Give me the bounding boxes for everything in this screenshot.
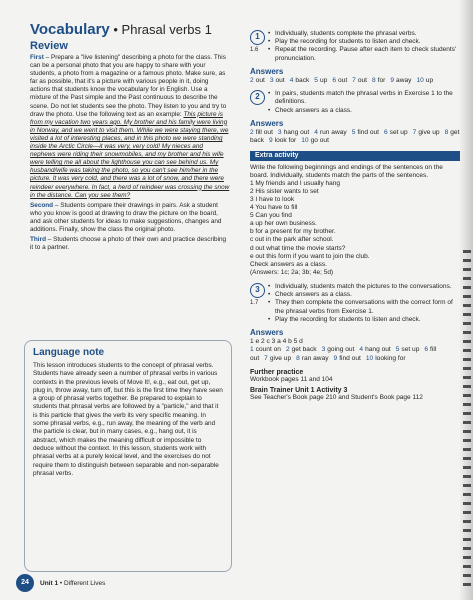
answer-number: 2: [250, 76, 254, 84]
title-sub: Phrasal verbs 1: [121, 22, 212, 37]
answer-number: 3: [277, 128, 282, 136]
second-paragraph: [30, 202, 230, 234]
answer-word: give up: [269, 354, 292, 362]
sentence-beginning: 2 His sister wants to set: [250, 187, 319, 195]
answer-number: 9: [333, 354, 338, 362]
answer-number: 10: [301, 137, 309, 145]
extra-activity-bar: Extra activity: [250, 151, 460, 161]
unit-label: [40, 580, 105, 587]
answer-number: 10: [416, 76, 424, 84]
activity-2-step: • In pairs, students match the phrasal verbs in Exercise 1 to the definitions.: [268, 90, 460, 106]
activity-3-marker: [250, 283, 268, 306]
activity-1-answers-heading: Answers: [250, 66, 284, 76]
answer-word: hang out: [283, 128, 310, 136]
answer-number: 2: [250, 128, 254, 136]
activity-2-answers: [250, 129, 460, 146]
audio-track-1-7: 1.7: [250, 299, 259, 306]
answer-number: 4: [359, 346, 364, 354]
activity-2-steps: [268, 90, 460, 115]
further-practice-heading: Further practice: [250, 369, 304, 377]
sentence-ending: d out what time the movie starts?: [250, 244, 346, 252]
example-sentence-1: This picture is from my vacation two years ago.: [30, 110, 223, 126]
answer-number: 10: [365, 354, 374, 362]
answer-number: 3: [269, 76, 274, 84]
sentence-ending: a up her own business.: [250, 220, 317, 228]
answer-number: 1: [250, 346, 254, 354]
activity-2: [250, 90, 460, 115]
answer-number: 7: [412, 128, 417, 136]
right-column: [250, 30, 460, 403]
answer-word: out: [357, 76, 367, 84]
answer-word: look for: [274, 137, 297, 145]
extra-check-line: Check answers as a class.: [250, 260, 327, 268]
answer-word: fill out: [255, 128, 273, 136]
activity-number-2: 2: [250, 90, 265, 105]
extra-answers-line: (Answers: 1c; 2a; 3b; 4e; 5d): [250, 268, 334, 276]
answer-number: 8: [372, 76, 376, 84]
activity-3-step: • Play the recording for students to listen and check.: [268, 316, 460, 324]
activity-3-steps: [268, 283, 460, 324]
answer-number: 5: [395, 346, 400, 354]
answer-word: count on: [255, 346, 281, 354]
activity-1-step: • Play the recording for students to listen and check.: [268, 38, 460, 46]
further-practice-text: Workbook pages 11 and 104: [250, 376, 333, 384]
answer-word: set up: [401, 346, 420, 354]
answer-word: get back: [250, 128, 460, 145]
answer-word: back: [295, 76, 310, 84]
answer-number: 5: [351, 128, 356, 136]
answer-word: away: [396, 76, 412, 84]
answer-word: out: [255, 76, 265, 84]
answer-word: get back: [291, 346, 317, 354]
spiral-binding: [463, 250, 471, 590]
sentence-beginning: 4 You have to fill: [250, 204, 298, 212]
third-paragraph: [30, 236, 230, 252]
answer-word: go out: [310, 137, 329, 145]
unit-separator: •: [58, 579, 64, 587]
title-main: Vocabulary: [30, 21, 110, 38]
first-label: First: [30, 54, 44, 61]
answer-number: 4: [314, 128, 318, 136]
answer-number: 7: [352, 76, 356, 84]
answer-word: give up: [418, 128, 440, 136]
answer-number: 9: [390, 76, 395, 84]
answer-word: up: [319, 76, 328, 84]
activity-2-answers-heading: Answers: [250, 118, 284, 128]
answer-word: going out: [327, 346, 355, 354]
answer-word: find out: [357, 128, 379, 136]
brain-trainer-heading: Brain Trainer Unit 1 Activity 3: [250, 387, 348, 395]
second-label: Second: [30, 201, 54, 209]
sentence-beginning: 1 My friends and I usually hang: [250, 179, 340, 187]
language-note-box: [24, 340, 232, 572]
extra-lettered-list: [250, 220, 460, 260]
page-number-badge: 24: [16, 574, 34, 592]
first-paragraph: [30, 54, 230, 200]
answer-word: for: [377, 76, 386, 84]
second-text: – Students compare their drawings in pairs. Ask a student who you know is good at drawing to draw the picture on the board, and ask other students for ideas to make suggestions, changes and additions. Finally, show the class the original photo.: [30, 201, 222, 233]
activity-3-step: • They then complete the conversations with the correct form of the phrasal verbs from Exercise 1.: [268, 299, 460, 315]
answer-word: hang out: [365, 346, 391, 354]
sentence-ending: e out this form if you want to join the club.: [250, 252, 370, 260]
audio-track-1-6: 1.6: [250, 47, 259, 53]
answer-number: 3: [321, 346, 326, 354]
answer-number: 9: [268, 137, 273, 145]
sentence-beginning: 3 I have to look: [250, 196, 295, 204]
left-column: [30, 22, 230, 254]
page-title: [30, 22, 230, 38]
answer-word: fill out: [250, 346, 437, 362]
activity-3: [250, 283, 460, 324]
answer-word: run away: [319, 128, 347, 136]
answer-number: 8: [444, 128, 449, 136]
unit-number: Unit 1: [40, 579, 59, 587]
answer-number: 4: [289, 76, 294, 84]
answer-word: looking for: [375, 354, 406, 362]
third-label: Third: [30, 236, 46, 244]
sentence-ending: c out in the park after school.: [250, 236, 334, 244]
answer-word: find out: [339, 354, 361, 362]
answer-number: 5: [314, 76, 318, 84]
third-text: – Students choose a photo of their own and practice describing it to a partner.: [30, 236, 227, 252]
activity-3-step: • Individually, students match the pictures to the conversations.: [268, 283, 460, 291]
activity-1-steps: [268, 30, 460, 63]
activity-1: [250, 30, 460, 63]
activity-1-step: • Repeat the recording. Pause after each item to check students' pronunciation.: [268, 46, 460, 62]
answer-number: 7: [264, 354, 268, 362]
first-text: – Prepare a "live listening" describing a photo for the class. This can be a personal photo that you are happy to share with your students, a photo from a magazine or a famous photo. Make sure, as far as possible, that it's a picture with various people in it, doing actions that students know the vocabulary for in English. Use a mixture of the Past simple and the Past continuous to describe the scene. Do not let students see the photo. They listen to you and try to draw the photo. Use the following text as an example:: [30, 54, 227, 118]
activity-3-answers: [250, 346, 460, 363]
activity-number-1: 1: [250, 30, 265, 45]
language-note-text: This lesson introduces students to the concept of phrasal verbs. Students have already seen a number of phrasal verbs in various contexts in the previous levels of Move It!, e.g., eat out, get up, plug in, throw away, turn off, but this is the first time they have seen a group of phrasal verbs together. Be prepared to explain to students that phrasal verbs are followed by a "particle," and that it is this particle that gives the verb its very specific meaning. In some phrasal verbs, e.g., run away, the meaning of the verb and the particle is clear, but in many cases, e.g., hang out, it is abstract, which makes the meaning difficult or impossible to deduce without the context. In this lesson, students work with phrasal verbs at a purely lexical level, and the exercises do not require them to distinguish between separable and non-separable phrasal verbs.: [33, 362, 223, 477]
extra-numbered-list: [250, 180, 460, 220]
answer-number: 6: [332, 76, 336, 84]
language-note-title: Language note: [33, 347, 105, 358]
review-heading: Review: [30, 40, 68, 52]
activity-1-step: • Individually, students complete the phrasal verbs.: [268, 30, 460, 38]
page-footer: [16, 574, 105, 592]
title-separator: •: [109, 22, 122, 37]
answer-number: 6: [424, 346, 429, 354]
unit-name: Different Lives: [63, 579, 106, 587]
answer-word: up: [425, 76, 434, 84]
sentence-ending: b for a present for my brother.: [250, 228, 336, 236]
sentence-beginning: 5 Can you find: [250, 212, 292, 220]
answer-word: out: [337, 76, 348, 84]
activity-3-answers-heading: Answers: [250, 327, 284, 337]
example-sentence-2: My brother and his family were living in Norway, and we went to visit them. While we were staying there, we visited a lot of interesting places, and in this photo we were standing inside the Arctic Circle—it was very, very cold! My nieces and nephews were riding their snowmobiles, and my brother and his wife were telling me all about the lighthouse you can see behind us. My husband/wife was taking the photo, so you can't see him/her in the picture. It was very cold, and there was a lot of snow, and there were reindeer everywhere. In fact, a herd of reindeer was crossing the snow in the distance. Can you see them?: [30, 118, 230, 199]
answer-word: set up: [389, 128, 408, 136]
activity-3-answers-matching: 1 e 2 c 3 a 4 b 5 d: [250, 337, 303, 345]
activity-1-answers: [250, 77, 460, 85]
activity-number-3: 3: [250, 283, 265, 298]
activity-3-step: • Check answers as a class.: [268, 291, 460, 299]
answer-number: 8: [296, 354, 300, 362]
answer-number: 2: [285, 346, 290, 354]
answer-number: 6: [384, 128, 388, 136]
answer-word: ran away: [301, 354, 329, 362]
brain-trainer-text: See Teacher's Book page 210 and Student's Book page 112: [250, 394, 423, 402]
answer-word: out: [275, 76, 285, 84]
activity-1-marker: [250, 30, 268, 53]
extra-activity-intro: Write the following beginnings and endings of the sentences on the board. Individually, students match the parts of the sentences.: [250, 163, 443, 179]
activity-2-step: • Check answers as a class.: [268, 107, 460, 115]
